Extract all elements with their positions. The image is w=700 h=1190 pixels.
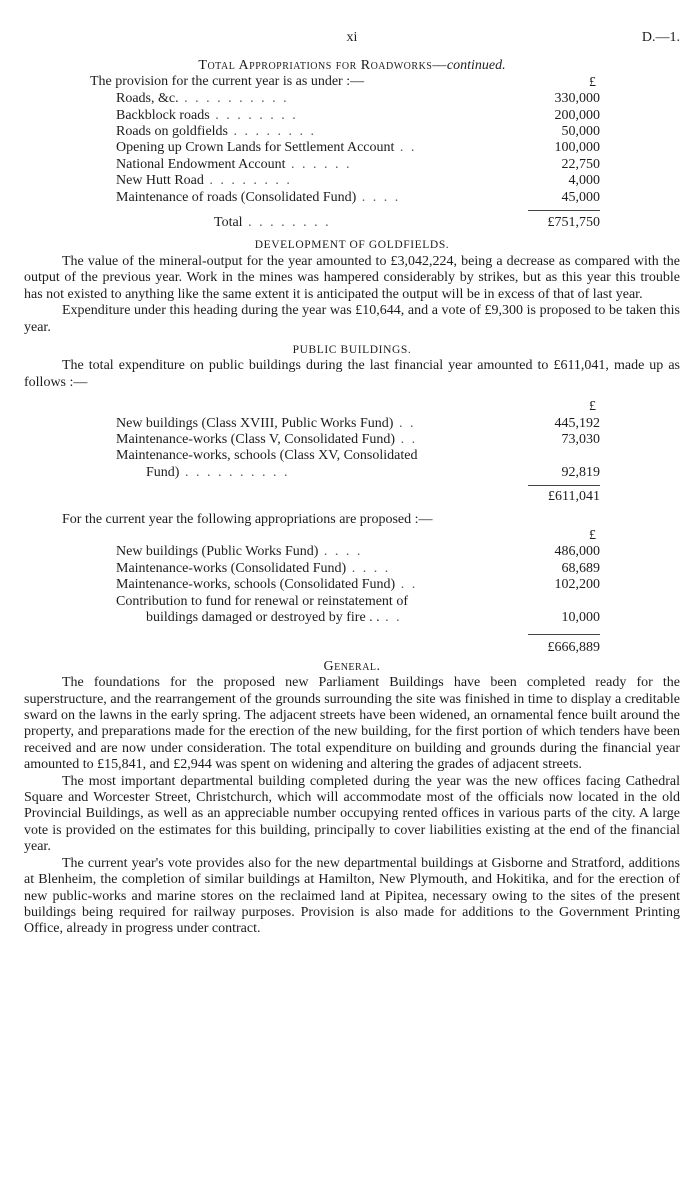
expenditure-row-amount: 73,030: [561, 431, 600, 447]
appropriations-row-label: New buildings (Public Works Fund) . . . .: [116, 544, 363, 560]
general-paragraph-1: The foundations for the proposed new Parliament Buildings have been completed ready for the superstructure, and the rearrangement of the grounds surrounding the site was finished in time to display a creditable sward on the lawns in the early spring. The adjacent streets have been widened, an ornamental fence built around the property, and preparations made for the erection of the new building, for the first portion of which tenders have been received and are now under consideration. The total expenditure on building and grounds during the financial year amounted to £15,841, and £2,944 was spent on widening and altering the grades of adjacent streets.: [24, 675, 680, 773]
appropriations-row-fire: buildings damaged or destroyed by fire . . . . 10,000: [146, 610, 600, 625]
appropriations-row: [116, 544, 600, 560]
roadworks-row-amount: 50,000: [561, 124, 600, 140]
roadworks-row: [116, 108, 600, 124]
roadworks-total-amount: £751,750: [547, 215, 600, 231]
roadworks-heading: [24, 58, 680, 74]
appropriations-total-rule: [528, 634, 600, 635]
expenditure-currency: £: [589, 399, 596, 415]
roadworks-row-label: Backblock roads . . . . . . . .: [116, 107, 298, 123]
roadworks-total-label: Total . . . . . . . .: [214, 215, 331, 231]
roadworks-row: [116, 190, 600, 206]
expenditure-row-label: New buildings (Class XVIII, Public Works Fund) . .: [116, 415, 416, 431]
appropriations-row-amount: 486,000: [554, 544, 600, 560]
appropriations-row-amount: 102,200: [554, 577, 600, 593]
appropriations-row-amount: 68,689: [561, 560, 600, 576]
general-paragraph-3: The current year's vote provides also for the new departmental buildings at Gisborne and Stratford, additions at Blenheim, the completion of similar buildings at Hamilton, New Plymouth, and Hokitika, and for the erection of new public-works and marine stores on the reclaimed land at Pipitea, necessary owing to the sites of the present buildings being required for railway purposes. Provision is also made for additions to the Government Printing Office, already in progress under contract.: [24, 855, 680, 937]
general-paragraph-2: The most important departmental building completed during the year was the new offices facing Cathedral Square and Worcester Street, Christchurch, which will accommodate most of the officials now located in the old Provincial Buildings, as well as an appreciable number occupying rented offices in various parts of the city. A large vote is provided on the estimates for this building, principally to cover liabilities existing at the end of the financial year.: [24, 773, 680, 855]
page-number: xi: [346, 30, 358, 45]
roadworks-row-amount: 45,000: [561, 189, 600, 205]
appropriations-row-label: Maintenance-works (Consolidated Fund) . . . .: [116, 560, 391, 576]
appropriations-total-amount: £666,889: [547, 640, 600, 656]
page-header: [24, 0, 680, 52]
document-page: [24, 0, 680, 938]
roadworks-row-amount: 100,000: [554, 140, 600, 156]
roadworks-row: [116, 91, 600, 107]
roadworks-table: [116, 75, 600, 232]
expenditure-row-amount: 445,192: [554, 415, 600, 431]
roadworks-row-amount: 330,000: [554, 91, 600, 107]
roadworks-row-amount: 4,000: [568, 173, 600, 189]
expenditure-total-row: [116, 489, 600, 505]
roadworks-row-label: Opening up Crown Lands for Settlement Account . .: [116, 140, 417, 156]
appropriations-row: [116, 577, 600, 593]
roadworks-heading-main: Total Appropriations for Roadworks—: [198, 58, 447, 73]
roadworks-row: [116, 124, 600, 140]
roadworks-total-row: [116, 215, 600, 231]
general-heading: General.: [323, 658, 381, 674]
roadworks-currency: £: [589, 74, 596, 90]
appropriations-row-label: Maintenance-works, schools (Consolidated Fund) . .: [116, 577, 418, 593]
roadworks-total-rule: [528, 210, 600, 211]
appropriations-currency: £: [589, 527, 596, 543]
goldfields-paragraph-1: The value of the mineral-output for the year amounted to £3,042,224, being a decrease as compared with the output of the previous year. Work in the mines was hampered considerably by strikes, but as this year this trouble has not existed to anything like the same extent it is anticipated the output will be in excess of that of last year.: [24, 253, 680, 302]
expenditure-row-schools: Fund) . . . . . . . . . . 92,819: [146, 464, 600, 480]
expenditure-table: [116, 399, 600, 505]
roadworks-row: [116, 157, 600, 173]
appropriations-table: [116, 528, 600, 657]
document-reference: D.—1.: [641, 30, 680, 45]
expenditure-row-label: Maintenance-works (Class V, Consolidated Fund) . .: [116, 431, 418, 447]
goldfields-paragraph-2: Expenditure under this heading during the year was £10,644, and a vote of £9,300 is proposed to be taken this year.: [24, 303, 680, 335]
roadworks-row-amount: 22,750: [561, 156, 600, 172]
appropriations-fire-amount: 10,000: [561, 610, 600, 625]
public-buildings-paragraph-2: For the current year the following appropriations are proposed :—: [62, 511, 433, 527]
public-buildings-paragraph-1: The total expenditure on public buildings during the last financial year amounted to £611,041, made up as follows :—: [24, 358, 680, 390]
public-buildings-heading: PUBLIC BUILDINGS.: [292, 343, 412, 356]
roadworks-row-amount: 200,000: [554, 107, 600, 123]
roadworks-row-label: Maintenance of roads (Consolidated Fund) . . . .: [116, 189, 401, 205]
goldfields-heading: DEVELOPMENT OF GOLDFIELDS.: [254, 239, 450, 252]
appropriations-total-row: [116, 640, 600, 656]
expenditure-schools-amount: 92,819: [561, 464, 600, 480]
expenditure-row: [116, 432, 600, 448]
roadworks-row: [116, 140, 600, 156]
roadworks-row-label: Roads, &c. . . . . . . . . . .: [116, 91, 289, 107]
roadworks-row: [116, 173, 600, 189]
appropriations-row: [116, 561, 600, 577]
expenditure-row-schools-line1: Maintenance-works, schools (Class XV, Consolidated: [116, 448, 418, 464]
roadworks-row-label: National Endowment Account . . . . . .: [116, 156, 352, 172]
roadworks-heading-continued: continued.: [446, 58, 506, 73]
roadworks-intro: The provision for the current year is as under :—: [90, 74, 365, 90]
expenditure-total-amount: £611,041: [548, 489, 600, 505]
roadworks-row-label: New Hutt Road . . . . . . . .: [116, 173, 292, 189]
expenditure-total-rule: [528, 485, 600, 486]
roadworks-row-label: Roads on goldfields . . . . . . . .: [116, 124, 316, 140]
appropriations-row-fire-line1: Contribution to fund for renewal or reinstatement of: [116, 593, 408, 609]
expenditure-row: [116, 416, 600, 432]
